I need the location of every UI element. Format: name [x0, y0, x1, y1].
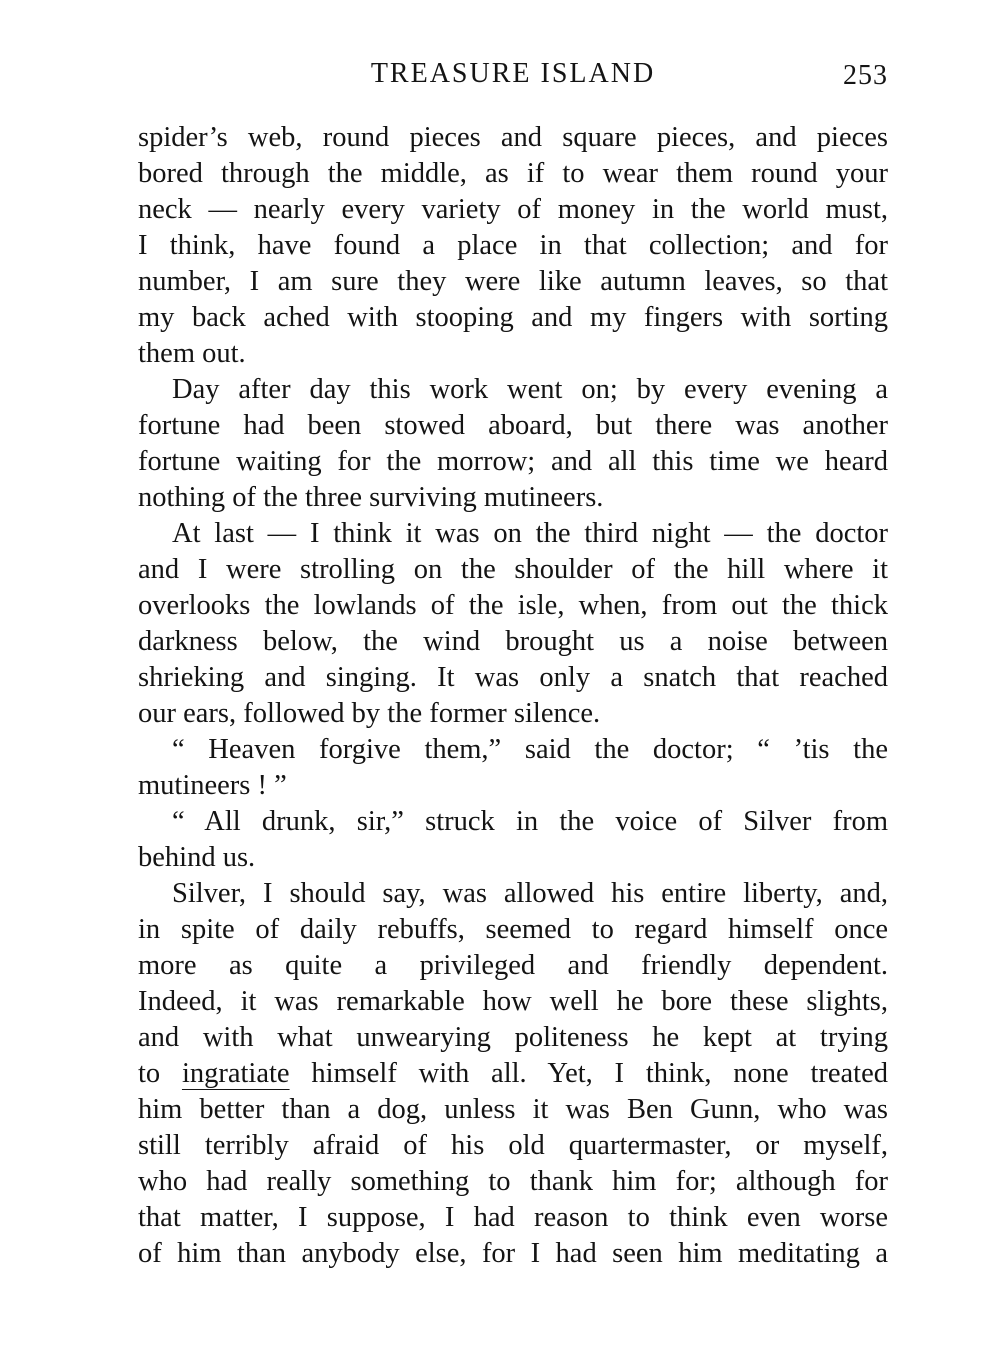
text-line: “ All drunk, sir,” struck in the voice of Silver from [172, 806, 888, 837]
text-line: Day after day this work went on; by every evening a [172, 374, 888, 405]
text-line: neck — nearly every variety of money in the world must, [138, 194, 888, 225]
text-line: in spite of daily rebuffs, seemed to regard himself once [138, 914, 888, 945]
text-line: that matter, I suppose, I had reason to think even worse [138, 1202, 888, 1233]
text-line: still terribly afraid of his old quartermaster, or myself, [138, 1130, 888, 1161]
text-line: him better than a dog, unless it was Ben Gunn, who was [138, 1094, 888, 1125]
line-prefix: to [138, 1058, 182, 1089]
paragraph [138, 732, 888, 804]
text-line: nothing of the three surviving mutineers. [138, 482, 604, 513]
text-line: At last — I think it was on the third night — the doctor [172, 518, 888, 549]
text-line: “ Heaven forgive them,” said the doctor; “ ’tis the [172, 734, 888, 765]
text-line: I think, have found a place in that collection; and for [138, 230, 888, 261]
text-line: mutineers ! ” [138, 770, 287, 801]
text-line: Silver, I should say, was allowed his entire liberty, and, [172, 878, 888, 909]
text-line: fortune had been stowed aboard, but there was another [138, 410, 888, 441]
text-line: and I were strolling on the shoulder of the hill where it [138, 554, 888, 585]
text-line: our ears, followed by the former silence. [138, 698, 601, 729]
paragraph [138, 372, 888, 516]
paragraph [138, 804, 888, 876]
text-line: more as quite a privileged and friendly dependent. [138, 950, 888, 981]
text-line: of him than anybody else, for I had seen him meditating a [138, 1238, 888, 1269]
page-number: 253 [843, 60, 888, 91]
text-line: them out. [138, 338, 246, 369]
underlined-word: ingratiate [181, 1058, 290, 1089]
text-line: darkness below, the wind brought us a noise between [138, 626, 888, 657]
text-line: number, I am sure they were like autumn leaves, so that [138, 266, 888, 297]
text-line: behind us. [138, 842, 256, 873]
text-line: bored through the middle, as if to wear them round your [138, 158, 888, 189]
body-text [138, 120, 888, 1272]
text-line: who had really something to thank him for; although for [138, 1166, 888, 1197]
text-line: and with what unwearying politeness he kept at trying [138, 1022, 888, 1053]
paragraph [138, 876, 888, 1272]
running-head [138, 56, 888, 96]
text-line-with-underline [138, 1056, 888, 1092]
text-line: Indeed, it was remarkable how well he bore these slights, [138, 986, 888, 1017]
text-line: fortune waiting for the morrow; and all this time we heard [138, 446, 888, 477]
text-line: overlooks the lowlands of the isle, when, from out the thick [138, 590, 888, 621]
paragraph [138, 120, 888, 372]
running-title: TREASURE ISLAND [370, 58, 656, 89]
text-line: spider’s web, round pieces and square pieces, and pieces [138, 122, 888, 153]
paragraph [138, 516, 888, 732]
text-line: shrieking and singing. It was only a snatch that reached [138, 662, 888, 693]
line-suffix: himself with all. Yet, I think, none treated [289, 1058, 889, 1089]
text-line: my back ached with stooping and my fingers with sorting [138, 302, 888, 333]
